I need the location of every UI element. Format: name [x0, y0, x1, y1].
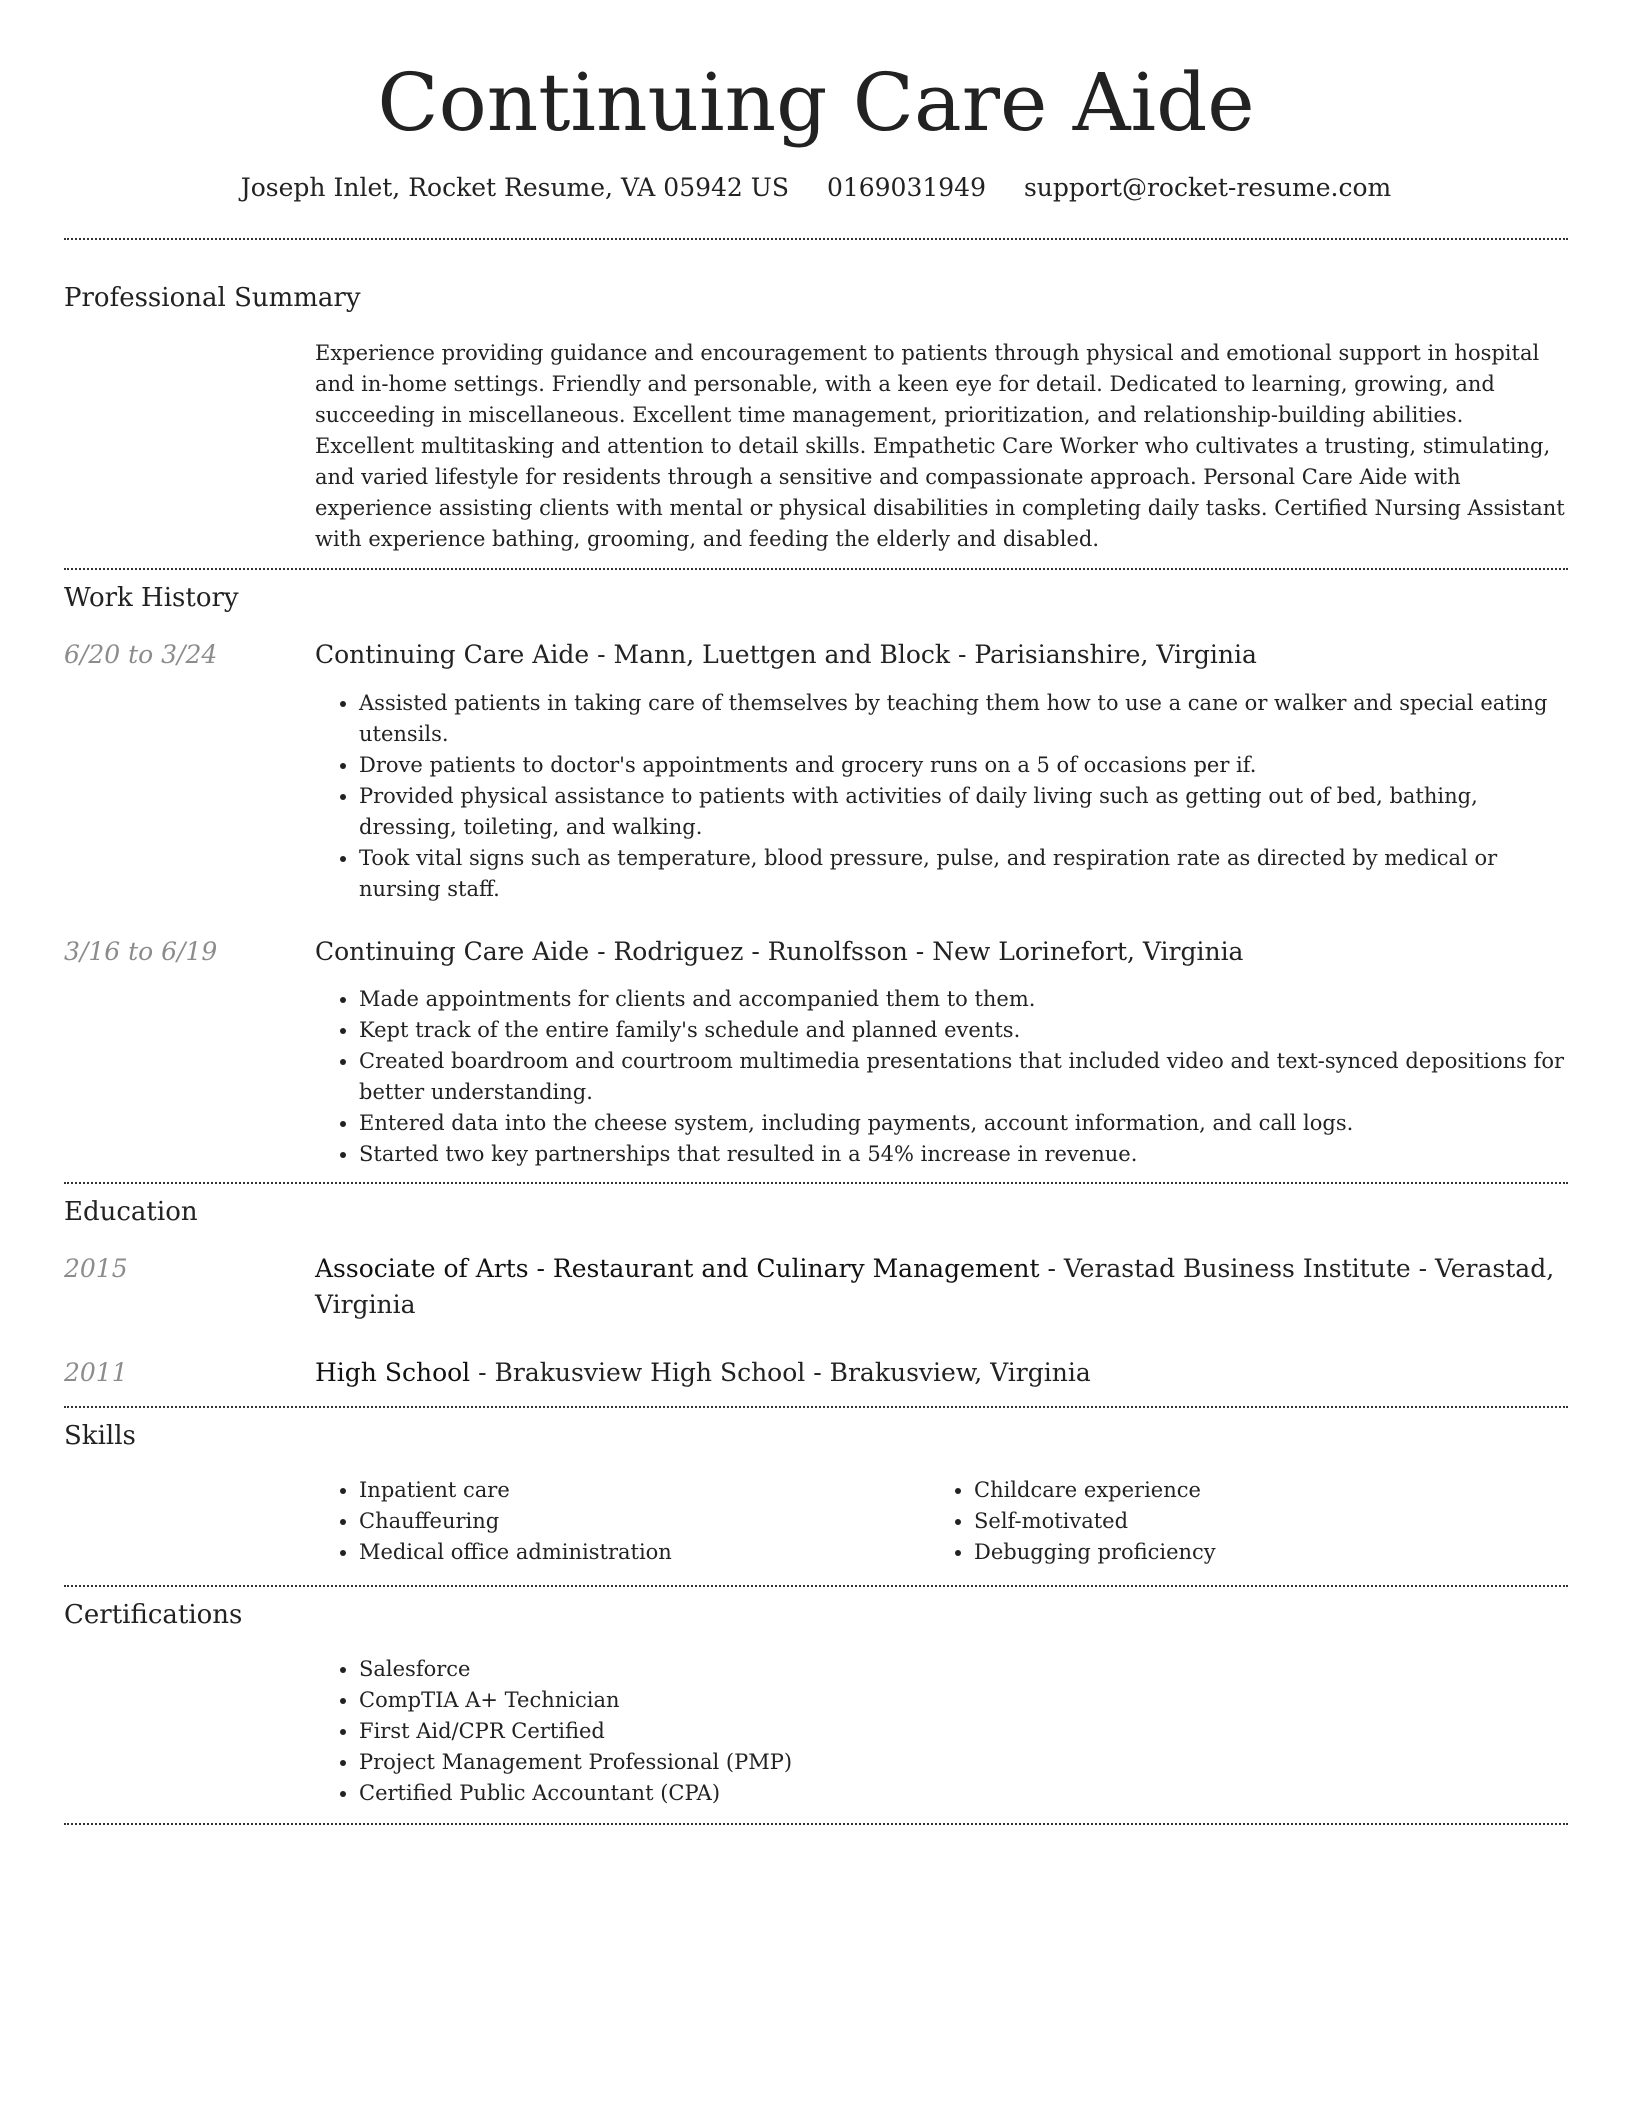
work-history-title: Work History — [64, 583, 239, 613]
education-details: - Brakusview High School - Brakusview, Virginia — [470, 1358, 1091, 1387]
education-details: - Verastad Business Institute - Verastad, Virginia — [315, 1254, 1555, 1319]
education-year: 2015 — [64, 1254, 128, 1283]
skill-item: • Childcare experience — [974, 1475, 1565, 1506]
job-dates: 3/16 to 6/19 — [64, 937, 218, 966]
skill-item: • Inpatient care — [359, 1475, 915, 1506]
summary-title: Professional Summary — [64, 283, 361, 313]
certifications-list — [315, 1654, 1565, 1809]
skills-title: Skills — [64, 1421, 136, 1451]
certification-item: • First Aid/CPR Certified — [359, 1716, 1565, 1747]
skill-item: • Medical office administration — [359, 1537, 915, 1568]
skill-item: • Self-motivated — [974, 1506, 1565, 1537]
job-bullet: • Entered data into the cheese system, including payments, account information, and call logs. — [359, 1108, 1565, 1139]
education-title: Education — [64, 1197, 198, 1227]
section-divider — [64, 568, 1568, 570]
contact-phone: 0169031949 — [826, 173, 986, 202]
job-bullet: • Assisted patients in taking care of themselves by teaching them how to use a cane or walker and special eating utensils. — [359, 688, 1565, 750]
certification-item: • Certified Public Accountant (CPA) — [359, 1778, 1565, 1809]
skill-item: • Debugging proficiency — [974, 1537, 1565, 1568]
summary-text: Experience providing guidance and encouragement to patients through physical and emotional support in hospital and in-home settings. Friendly and personable, with a keen eye for detail. Dedicated to learning, growing, and succeeding in miscellaneous. Excellent time management, prioritization, and relationship-building abilities. Excellent multitasking and attention to detail skills. Empathetic Care Worker who cultivates a trusting, stimulating, and varied lifestyle for residents through a sensitive and compassionate approach. Personal Care Aide with experience assisting clients with mental or physical disabilities in completing daily tasks. Certified Nursing Assistant with experience bathing, grooming, and feeding the elderly and disabled. — [315, 341, 1565, 551]
job-bullet: • Provided physical assistance to patients with activities of daily living such as getting out of bed, bathing, dressing, toileting, and walking. — [359, 781, 1565, 843]
job-bullets — [315, 688, 1565, 905]
contact-email: support@rocket-resume.com — [1023, 173, 1392, 202]
job-heading: Continuing Care Aide - Mann, Luettgen and Block - Parisianshire, Virginia — [315, 640, 1257, 669]
education-year: 2011 — [64, 1358, 128, 1387]
contact-address: Joseph Inlet, Rocket Resume, VA 05942 US — [240, 173, 789, 202]
education-heading — [315, 1355, 1565, 1391]
education-heading — [315, 1251, 1565, 1323]
certification-item: • Project Management Professional (PMP) — [359, 1747, 1565, 1778]
job-bullet: • Took vital signs such as temperature, blood pressure, pulse, and respiration rate as directed by medical or nursing staff. — [359, 843, 1565, 905]
skills-list-left — [315, 1475, 915, 1568]
certifications-title: Certifications — [64, 1600, 243, 1630]
education-degree: High School — [315, 1358, 471, 1387]
education-degree: Associate of Arts - Restaurant and Culinary Management — [315, 1254, 1040, 1283]
job-bullets — [315, 984, 1565, 1170]
resume-name: Continuing Care Aide — [377, 56, 1255, 149]
section-divider — [64, 1585, 1568, 1587]
job-bullet: • Created boardroom and courtroom multimedia presentations that included video and text-synced depositions for better understanding. — [359, 1046, 1565, 1108]
certification-item: • Salesforce — [359, 1654, 1565, 1685]
certification-item: • CompTIA A+ Technician — [359, 1685, 1565, 1716]
skill-item: • Chauffeuring — [359, 1506, 915, 1537]
job-heading: Continuing Care Aide - Rodriguez - Runolfsson - New Lorinefort, Virginia — [315, 937, 1244, 966]
job-bullet: • Started two key partnerships that resulted in a 54% increase in revenue. — [359, 1139, 1565, 1170]
job-bullet: • Kept track of the entire family's schedule and planned events. — [359, 1015, 1565, 1046]
contact-line — [0, 170, 1632, 206]
job-bullet: • Drove patients to doctor's appointments and grocery runs on a 5 of occasions per if. — [359, 750, 1565, 781]
skills-list-right — [930, 1475, 1565, 1568]
job-dates: 6/20 to 3/24 — [64, 640, 218, 669]
section-divider — [64, 1182, 1568, 1184]
job-bullet: • Made appointments for clients and accompanied them to them. — [359, 984, 1565, 1015]
section-divider — [64, 238, 1568, 240]
section-divider — [64, 1823, 1568, 1825]
section-divider — [64, 1406, 1568, 1408]
